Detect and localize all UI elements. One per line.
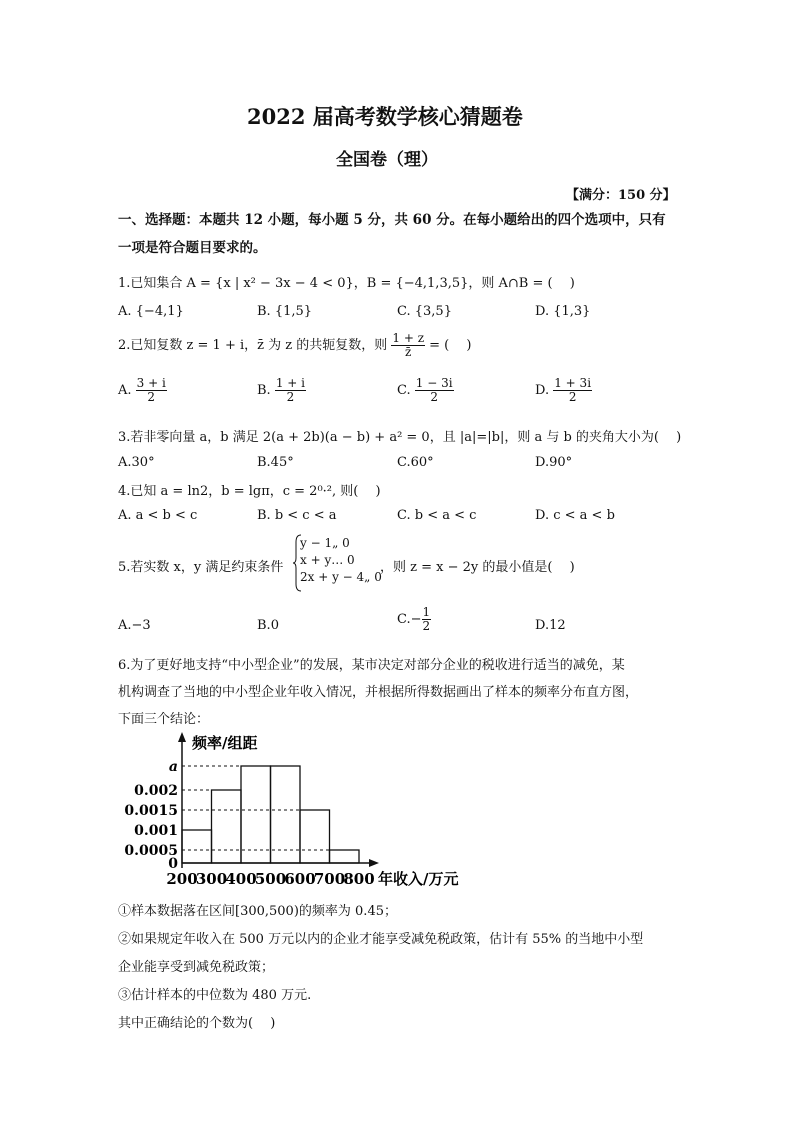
q5-constraints — [300, 535, 382, 586]
q5-option-c-num: 1 — [422, 605, 431, 619]
q3-option-d: D.90° — [535, 455, 573, 470]
y-tick-label: 0.002 — [134, 783, 178, 799]
q5-option-d-text: 12 — [549, 618, 566, 633]
q5-option-c-den: 2 — [422, 619, 431, 633]
q2-stem-pre: 2.已知复数 z = 1 + i，z̄ 为 z 的共轭复数，则 — [118, 338, 388, 353]
y-tick-label: 0.001 — [134, 823, 178, 839]
q5-constraint-1: y − 1„ 0 — [300, 536, 350, 550]
x-tick-label: 700 — [313, 870, 346, 888]
q4-option-c: C. b < a < c — [397, 508, 477, 523]
histogram-bar-400-500 — [241, 766, 271, 863]
q5-option-a-text: −3 — [131, 618, 151, 633]
question-6-line1: 6.为了更好地支持“中小型企业”的发展，某市决定对部分企业的税收进行适当的减免，某 — [118, 658, 625, 673]
q4-option-b: B. b < c < a — [257, 508, 337, 523]
q5-option-b-letter: B. — [257, 618, 271, 633]
q1-option-a: A. {−4,1} — [118, 304, 184, 319]
q2-option-c — [397, 377, 454, 404]
q5-option-d — [535, 618, 566, 633]
q2-option-b-letter: B. — [257, 383, 271, 398]
question-3-stem: 3.若非零向量 a，b 满足 2(a + 2b)(a − b) + a² = 0，且 |a|=|b|，则 a 与 b 的夹角大小为( ) — [118, 430, 682, 445]
q2-stem-post: = ( ) — [429, 338, 472, 353]
q5-option-c-text: − — [410, 612, 422, 627]
q5-option-a-letter: A. — [118, 618, 132, 633]
y-tick-label: a — [168, 759, 178, 775]
y-tick-label: 0 — [168, 856, 178, 872]
q6-conclusion-1: ①样本数据落在区间[300,500)的频率为 0.45； — [118, 904, 397, 919]
y-axis-label: 频率/组距 — [192, 734, 258, 752]
question-6-line3: 下面三个结论： — [118, 712, 210, 727]
y-tick-label: 0.0005 — [124, 843, 178, 859]
q2-option-c-letter: C. — [397, 383, 411, 398]
q2-option-a-num: 3 + i — [136, 376, 166, 390]
x-tick-label: 800 — [343, 870, 375, 888]
q2-option-b-den: 2 — [286, 390, 295, 404]
q1-option-d: D. {1,3} — [535, 304, 591, 319]
q5-constraint-3: 2x + y − 4„ 0 — [300, 570, 382, 584]
question-1-stem: 1.已知集合 A = {x | x² − 3x − 4 < 0}，B = {−4,1,3,5}，则 A∩B = ( ) — [118, 276, 575, 291]
q2-option-d-letter: D. — [535, 383, 550, 398]
q5-option-a — [118, 618, 151, 633]
q1-option-b: B. {1,5} — [257, 304, 313, 319]
x-tick-label: 200 — [166, 870, 198, 888]
q3-option-c: C.60° — [397, 455, 434, 470]
question-6-line2: 机构调查了当地的中小型企业年收入情况，并根据所得数据画出了样本的频率分布直方图， — [118, 685, 639, 700]
q5-option-b — [257, 618, 279, 633]
q5-option-b-text: 0 — [270, 618, 279, 633]
histogram-bar-200-300 — [182, 830, 212, 863]
q2-fraction-numerator: 1 + z — [392, 331, 425, 345]
question-5-stem-post: ，则 z = x − 2y 的最小值是( ) — [380, 560, 575, 575]
histogram-bar-700-800 — [330, 850, 360, 863]
question-2-stem — [118, 332, 471, 359]
q6-conclusion-2-cont: 企业能享受到减免税政策； — [118, 960, 275, 975]
q2-option-d-num: 1 + 3i — [554, 376, 592, 390]
q2-option-d-den: 2 — [568, 390, 577, 404]
q6-question: 其中正确结论的个数为( ) — [118, 1016, 276, 1031]
q2-option-d — [535, 377, 592, 404]
q6-conclusion-2: ②如果规定年收入在 500 万元以内的企业才能享受减免税政策，估计有 55% 的当地中小型 — [118, 932, 644, 947]
q2-option-d-fraction — [553, 377, 592, 404]
q5-option-d-letter: D. — [535, 618, 550, 633]
q5-constraint-2: x + y… 0 — [300, 553, 355, 567]
q2-option-c-fraction — [415, 377, 454, 404]
q3-option-b: B.45° — [257, 455, 294, 470]
section-heading-line1: 一、选择题：本题共 12 小题，每小题 5 分，共 60 分。在每小题给出的四个选项中，只有 — [118, 212, 666, 228]
x-tick-label: 600 — [284, 870, 316, 888]
q5-option-c-fraction — [422, 606, 432, 633]
q2-option-b-fraction — [275, 377, 306, 404]
histogram-bar-600-700 — [300, 810, 330, 863]
q2-option-a — [118, 377, 167, 404]
q2-option-b — [257, 377, 306, 404]
q2-fraction — [391, 332, 425, 359]
full-score: 【满分：150 分】 — [566, 188, 676, 203]
x-axis-arrow — [369, 859, 379, 867]
q2-option-a-den: 2 — [147, 390, 156, 404]
q1-option-c: C. {3,5} — [397, 304, 452, 319]
histogram-bar-500-600 — [271, 766, 301, 863]
x-tick-label: 400 — [225, 870, 257, 888]
q4-option-d: D. c < a < b — [535, 508, 615, 523]
y-axis-arrow — [178, 732, 186, 742]
q2-option-b-num: 1 + i — [275, 376, 305, 390]
q2-option-a-letter: A. — [118, 383, 132, 398]
q2-fraction-denominator: z̄ — [405, 345, 412, 359]
q2-option-c-num: 1 − 3i — [415, 376, 453, 390]
q6-conclusion-3: ③估计样本的中位数为 480 万元. — [118, 988, 312, 1003]
question-4-stem: 4.已知 a = ln2，b = lgπ，c = 2⁰·², 则( ) — [118, 484, 381, 499]
q3-option-a: A.30° — [118, 455, 155, 470]
histogram-bar-300-400 — [212, 790, 242, 863]
q5-option-c-letter: C. — [397, 612, 411, 627]
exam-subtitle: 全国卷（理） — [336, 150, 438, 170]
x-tick-label: 500 — [254, 870, 287, 888]
q5-option-c — [397, 606, 431, 633]
q2-option-c-den: 2 — [430, 390, 438, 404]
q4-option-a: A. a < b < c — [118, 508, 198, 523]
q2-option-a-fraction — [136, 377, 167, 404]
x-tick-label: 300 — [195, 870, 228, 888]
question-5-stem-pre: 5.若实数 x，y 满足约束条件 — [118, 560, 284, 575]
exam-title: 2022 届高考数学核心猜题卷 — [247, 104, 523, 129]
frequency-histogram — [120, 728, 480, 890]
x-axis-label: 年收入/万元 — [378, 870, 459, 888]
y-tick-label: 0.0015 — [124, 803, 178, 819]
section-heading-line2: 一项是符合题目要求的。 — [118, 240, 267, 256]
